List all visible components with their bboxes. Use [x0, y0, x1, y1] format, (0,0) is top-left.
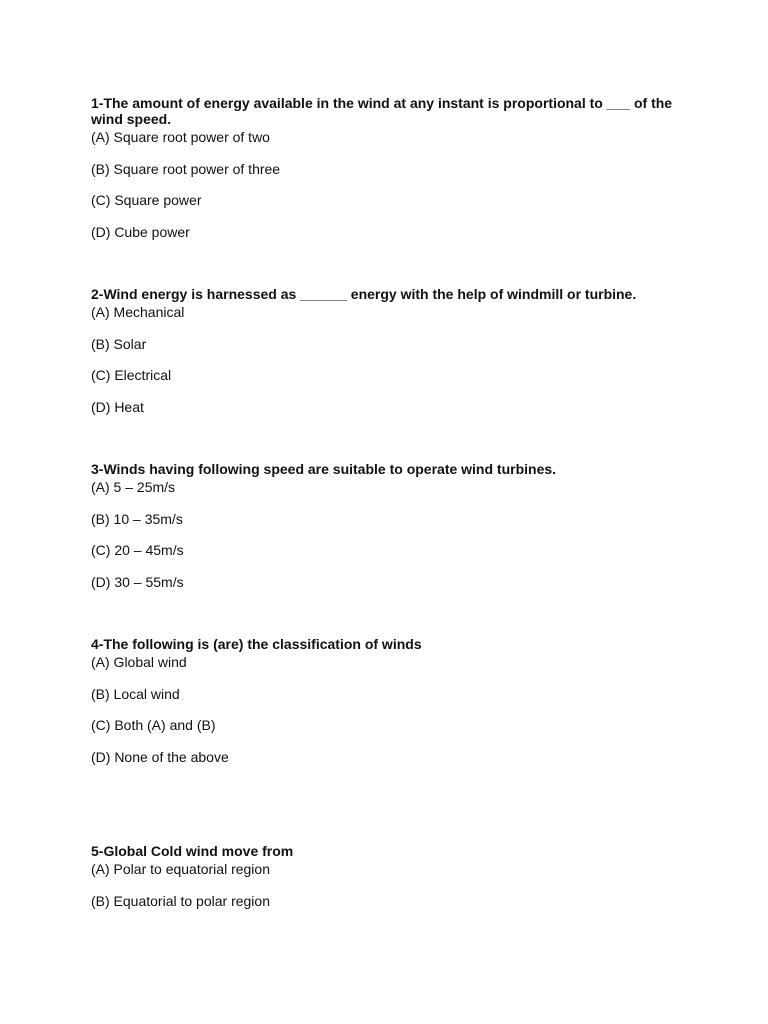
option-d: (D) Cube power — [91, 224, 190, 241]
option-d: (D) None of the above — [91, 749, 229, 766]
question-5 — [91, 843, 691, 924]
question-2 — [91, 286, 691, 431]
option-b: (B) Square root power of three — [91, 160, 281, 177]
question-4 — [91, 636, 691, 781]
question-3 — [91, 461, 691, 606]
option-a: (A) Square root power of two — [91, 129, 270, 145]
option-a: (A) Mechanical — [91, 304, 185, 320]
option-a: (A) Polar to equatorial region — [91, 861, 270, 877]
question-text: 3-Winds having following speed are suitable to operate wind turbines. — [91, 461, 557, 477]
option-d: (D) 30 – 55m/s — [91, 574, 184, 591]
option-a: (A) 5 – 25m/s — [91, 479, 176, 495]
option-b: (B) Local wind — [91, 685, 180, 702]
option-c: (C) 20 – 45m/s — [91, 542, 184, 559]
option-b: (B) Equatorial to polar region — [91, 892, 270, 909]
question-text: 2-Wind energy is harnessed as ______ energy with the help of windmill or turbine. — [91, 286, 637, 302]
option-c: (C) Electrical — [91, 367, 172, 384]
question-1 — [91, 95, 691, 256]
question-text: 5-Global Cold wind move from — [91, 843, 294, 859]
question-text: 4-The following is (are) the classification of winds — [91, 636, 422, 652]
question-text: 1-The amount of energy available in the wind at any instant is proportional to ___ of the wind speed. — [91, 95, 673, 127]
option-a: (A) Global wind — [91, 654, 187, 670]
option-d: (D) Heat — [91, 399, 144, 416]
option-b: (B) Solar — [91, 335, 147, 352]
option-c: (C) Both (A) and (B) — [91, 717, 216, 734]
option-b: (B) 10 – 35m/s — [91, 510, 183, 527]
option-c: (C) Square power — [91, 192, 202, 209]
